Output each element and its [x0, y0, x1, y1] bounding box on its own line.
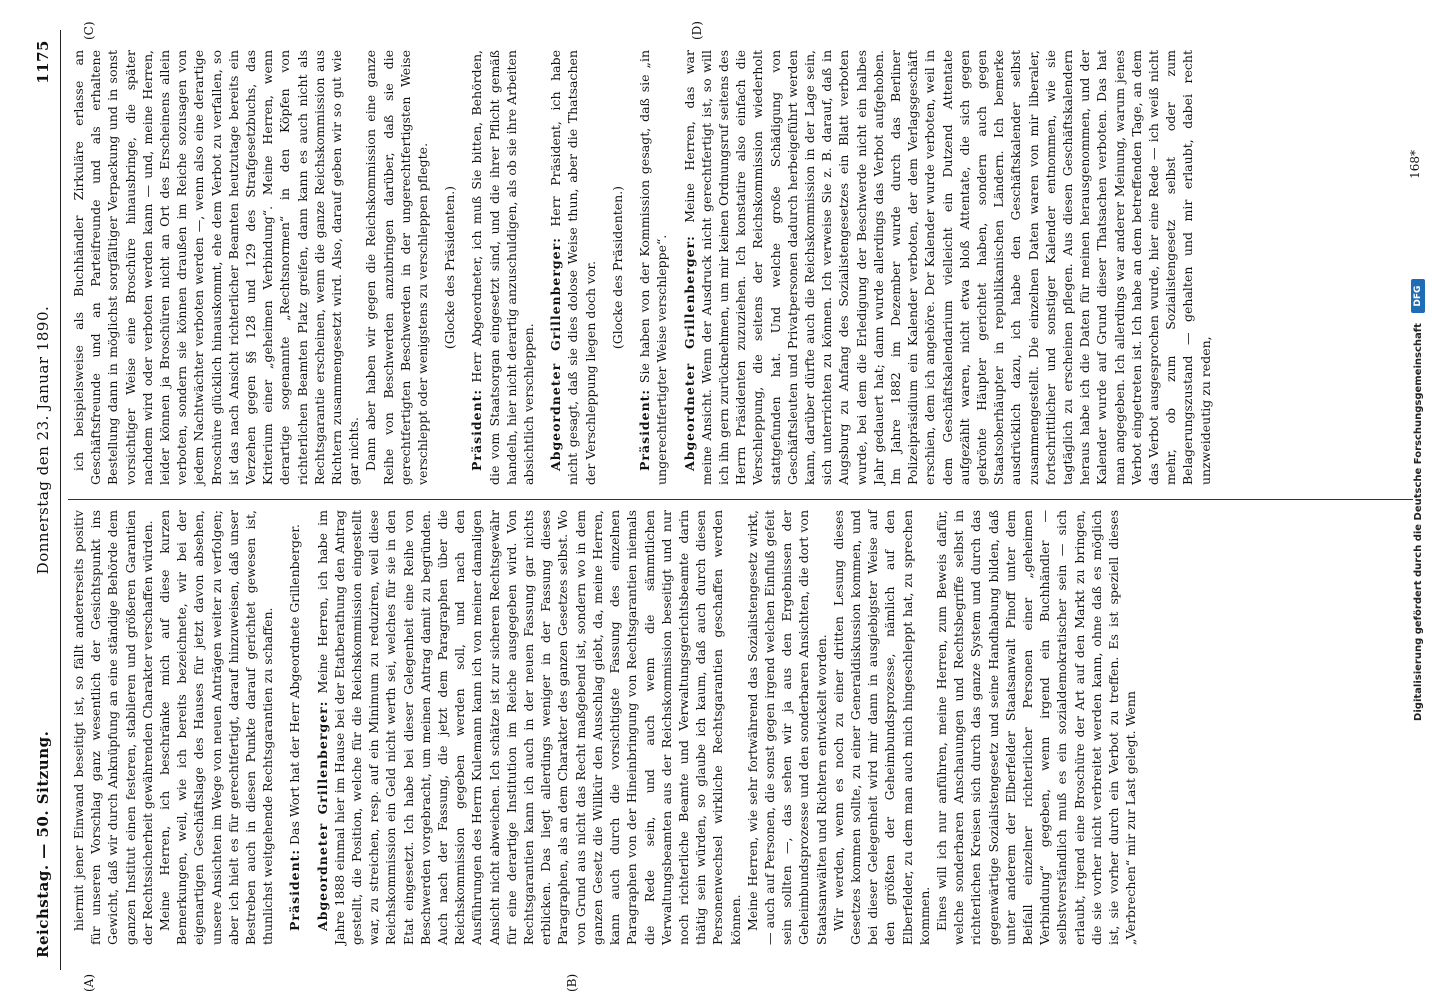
speech-text: Meine Herren, ich habe im Jahre 1888 einmal hier im Hause bei der Etatberathung den Antrag gestellt, die Position, welche für die Reichskommission eingestellt war, zu streichen, resp. auf ein Minimum zu reduziren, weil diese Reichskommission ein Geld nicht werth sei, welches für sie in den Etat eingesetzt. Ich habe bei dieser Gelegenheit eine Reihe von Beschwerden vorgebracht, um meinen Antrag damit zu begründen. Auch nach der Fassung, die jetzt dem Paragraphen über die Reichskommission gegeben werden soll, und nach den Ausführungen des Herrn Kulemann kann ich von meiner damaligen Ansicht nicht abweichen. Ich schätze ist zur sicheren Rechtsgewähr für eine derartige Institution im Reiche ausgegeben wird. Von Rechtsgarantien kann ich auch in der neuen Fassung gar nichts erblicken. Das liegt allerdings weniger in der Fassung dieses Paragraphen, als an dem Charakter des ganzen Gesetzes selbst. Wo von Grund aus nicht das Recht maßgebend ist, sondern wo in dem ganzen Gesetz die Willkür den Ausschlag giebt, da, meine Herren, kann auch durch die vorsichtigste Fassung des einzelnen Paragraphen von der Hineinbringung von Rechtsgarantien niemals die Rede sein, und auch wenn die sämmtlichen Verwaltungsbeamten aus der Reichskommission beseitigt und nur noch richterliche Beamte und Verwaltungsgerichtsbeamte darin thätig sein würden, so glaube ich kaum, daß auch durch diesen Personenwechsel wirkliche Rechtsgarantien geschaffen werden können.: [314, 510, 743, 945]
body-paragraph: Dann aber haben wir gegen die Reichskommission eine ganze Reihe von Beschwerden anzubringen darüber, daß sie die gerechtfertigten Beschwerden in der ungerechtfertigsten Weise verschleppt oder wenigstens zu verschleppen pflegte.: [363, 50, 431, 485]
dfg-logo: DFG: [1411, 279, 1425, 313]
speaker-name: Präsident:: [469, 388, 485, 471]
left-column: [70, 510, 1139, 945]
speaker-name: Abgeordneter Grillenberger:: [314, 700, 330, 931]
running-head-page: 1175: [34, 40, 52, 84]
speech-paragraph: [314, 510, 744, 945]
right-column: [70, 50, 1214, 485]
scan-credit: [1404, 0, 1432, 1000]
page-number: 168*: [1408, 150, 1422, 179]
running-head-title: Reichstag. — 50. Sitzung.: [34, 730, 52, 958]
scan-credit-text: Digitalisierung gefördert durch die Deutsche Forschungsgemeinschaft: [1412, 323, 1424, 721]
speaker-name: Abgeordneter Grillenberger:: [681, 235, 697, 471]
body-paragraph: Meine Herren, ich beschränke mich auf diese kurzen Bemerkungen, weil, wie ich bereits bezeichnete, wir bei der eigenartigen Geschäftslage des Hauses für jetzt davon absehen, unsere Ansichten im Wege von neuen Anträgen weiter zu verfolgen; aber ich hielt es für gerechtfertigt, darauf hinzuweisen, daß unser Bestreben auch in diesen Punkte darauf gerichtet gewesen ist, thunlichst weitgehende Rechtsgarantien zu schaffen.: [157, 510, 276, 945]
header-rule: [60, 30, 61, 970]
body-paragraph: hiermit jener Einwand beseitigt ist, so fällt andererseits positiv für unseren Vorschlag ganz wesentlich der Gesichtspunkt ins Gewicht, daß wir durch Anknüpfung an eine ständige Behörde dem ganzen Institut einen festeren, stabileren und größeren Garantien der Rechtssicherheit gewährenden Charakter verschaffen würden.: [71, 510, 155, 945]
body-paragraph: Meine Herren, wie sehr fortwährend das Sozialistengesetz wirkt, — auch auf Personen, die sonst gegen irgend welchen Einfluß gefeit sein sollten —, das sehen wir ja aus den Ergebnissen der Geheimbundsprozesse und den sonderbaren Ansichten, die dort von Staatsanwälten und Richtern entwickelt worden.: [744, 510, 829, 945]
body-paragraph: Eines will ich nur anführen, meine Herren, zum Beweis dafür, welche sonderbaren Anschauungen und Rechtsbegriffe selbst in richterlichen Kreisen sich durch das ganze System und durch das gegenwärtige Sozialistengesetz und seine Handhabung bilden, daß unter anderem der Elberfelder Staatsanwalt Pinoff unter dem Beifall einzelner richterlicher Personen einer „geheimen Verbindung“ gegeben, wenn irgend ein Buchhändler — selbstverständlich muß es ein sozialdemokratischer sein — sich erlaubt, irgend eine Broschüre der Art auf den Markt zu bringen, die sie vorher nicht verbreitet werden kann, ohne daß es möglich ist, sie vorher durch ein Verbot zu treffen. Es ist speziell dieses „Verbrechen“ mir zur Last gelegt. Wenn: [933, 510, 1139, 945]
speech-text: Das Wort hat der Herr Abgeordnete Grillenberger.: [287, 524, 303, 845]
margin-marker-a: (A): [82, 973, 96, 992]
speech-text: Meine Herren, das war meine Ansicht. Wenn der Ausdruck nicht gerechtfertigt ist, so will ich ihn gern zurücknehmen, um mir keinen Ordnungsruf seitens des Herrn Präsidenten zuzuziehen. Ich konstatire also einfach die Verschleppung, die seitens der Reichskommission wiederholt stattgefunden hat. Und welche große Schädigung von Geschäftsleuten und Privatpersonen dadurch herbeigeführt werden kann, darüber dürfte auch die Reichskommission in der Lage sein, sich unterrichten zu können. Ich verweise Sie z. B. darauf, daß in Augsburg zu Anfang des Sozialistengesetzes ein Blatt verboten wurde, bei dem die Erledigung der Beschwerde nicht ein halbes Jahr gedauert hat; dann wurde allerdings das Verbot aufgehoben. Im Jahre 1882 im Dezember wurde durch das Berliner Polizeipräsidium ein Kalender verboten, der dem Verlagsgeschäft erschien, dem ich angehöre. Der Kalender wurde verboten, weil in dem Geschäftskalendarium vielleicht ein Dutzend Attentate aufgezählt waren, nicht etwa bloß Attentate, die sich gegen gekrönte Häupter gerichtet haben, sondern auch gegen Staatsoberhäupter in republikanischen Ländern. Ich bemerke ausdrücklich dazu, ich habe den Geschäftskalender selbst zusammengestellt. Die einzelnen Daten waren von mir liberaler, fortschrittlicher und sonstiger Kalender entnommen, wie sie tagtäglich zu erscheinen pflegen. Aus diesen Geschäftskalendern heraus habe ich die Daten für meinen herausgenommen, und der Kalender wurde auf Grund dieser Thatsachen verboten. Das hat man angegeben. Ich allerdings war anderer Meinung, warum jenes Verbot eingetreten ist. Ich habe an dem betreffenden Tage, an dem das Verbot ausgesprochen wurde, hier eine Rede — ich weiß nicht mehr, ob zum Sozialistengesetz selbst oder zum Belagerungszustand — gehalten und mir erlaubt, dabei recht unzweideutig zu reden,: [681, 50, 1213, 485]
body-paragraph: ich beispielsweise als Buchhändler Zirkuläre erlasse an Geschäftsfreunde und an Parteifreunde und als erhaltene Bestellung dann in möglichst sorgfältiger Verpackung und in sonst vorsichtiger Weise eine Broschüre hinausbringe, die später nachdem wird oder verboten werden kann — und, meine Herren, leider können ja Broschüren nicht an Ort des Erscheinens allein verboten, sondern sie können draußen im Reiche sozusagen von jedem Nachtwächter verboten werden —, wenn also eine derartige Broschüre glücklich hinauskommt, ehe dem Verbot zu verfallen, so ist das nach Ansicht richterlicher Beamten heutzutage bereits ein Verzehen gegen §§ 128 und 129 des Strafgesetzbuchs, das Kriterium einer „geheimen Verbindung“. Meine Herren, wenn derartige sogenannte „Rechtsnormen“ in den Köpfen von richterlichen Beamten Platz greifen, dann kann es auch nicht als Rechtsgarantie erscheinen, wenn die ganze Reichskommission aus Richtern zusammengesetzt wird. Also, darauf geben wir so gut wie gar nichts.: [71, 50, 362, 485]
running-head-date: Donnerstag den 23. Januar 1890.: [34, 305, 52, 575]
speech-paragraph: [636, 50, 670, 485]
stage-direction: (Glocke des Präsidenten.): [609, 185, 625, 350]
margin-marker-c: (C): [82, 21, 96, 40]
margin-marker-b: (B): [565, 973, 579, 992]
body-paragraph: Wir werden, wenn es noch zu einer dritten Lesung dieses Gesetzes kommen sollte, zu einer Generaldiskussion kommen, und bei dieser Gelegenheit wird mir dann in ausgiebigster Weise auf den größten der Geheimbundsprozesse, nämlich auf den Elberfelder, zu dem man auch mich hingeschleppt hat, zu sprechen kommen.: [830, 510, 932, 945]
speech-text: Herr Präsident, ich habe nicht gesagt, daß sie dies dolose Weise thun, aber die Thatsachen der Verschleppung liegen doch vor.: [548, 50, 598, 485]
margin-marker-d: (D): [690, 21, 704, 40]
speaker-name: Präsident:: [637, 388, 653, 471]
speech-paragraph: [547, 50, 599, 485]
column-divider: [68, 499, 1413, 500]
stage-direction: (Glocke des Präsidenten.): [442, 185, 458, 350]
speech-text: Herr Abgeordneter, ich muß Sie bitten, Behörden, die vom Staatsorgan eingesetzt sind, und die ihrer Pflicht gemäß handeln, hier nicht derartig anzuschuldigen, als ob sie ihre Arbeiten absichtlich verschleppen.: [469, 50, 537, 485]
speaker-name: Abgeordneter Grillenberger:: [548, 237, 564, 471]
speech-paragraph: [468, 50, 537, 485]
speech-text: Sie haben von der Kommission gesagt, daß sie „in ungerechtfertigter Weise verschleppe“.: [637, 50, 670, 485]
speaker-name: Präsident:: [287, 848, 303, 931]
speech-paragraph: [286, 510, 303, 945]
speech-paragraph: [681, 50, 1214, 485]
